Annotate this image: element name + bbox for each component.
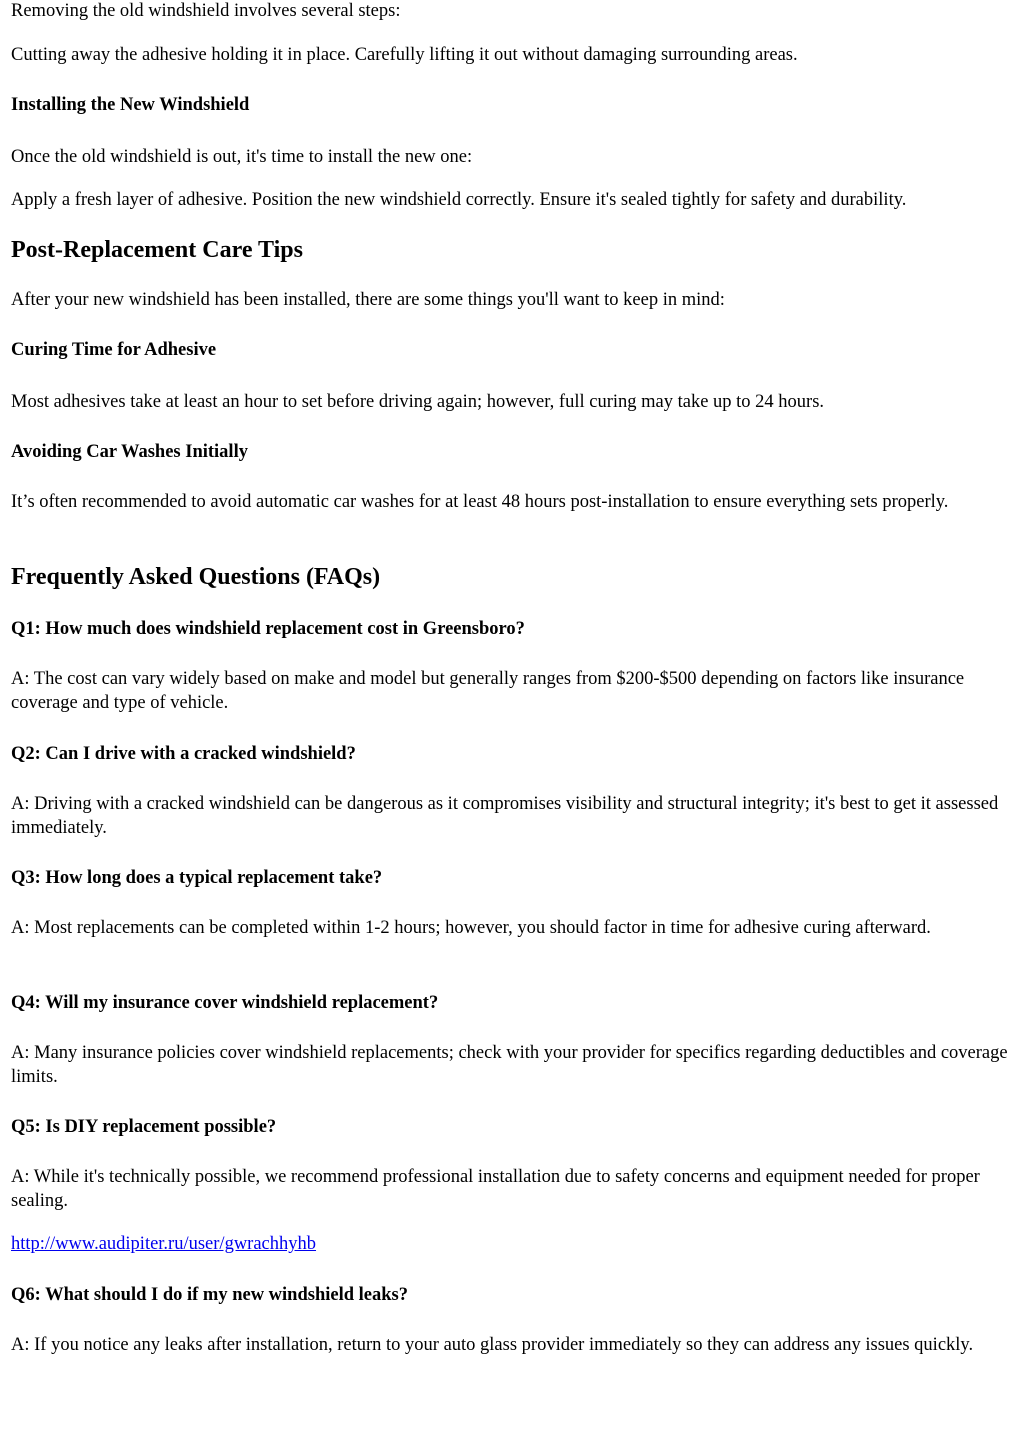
link-container bbox=[11, 1233, 1013, 1256]
carwash-heading: Avoiding Car Washes Initially bbox=[11, 442, 248, 462]
faq-question-6: Q6: What should I do if my new windshield leaks? bbox=[11, 1285, 408, 1305]
curing-text: Most adhesives take at least an hour to set before driving again; however, full curing may take up to 24 hours. bbox=[11, 392, 825, 412]
external-link[interactable]: http://www.audipiter.ru/user/gwrachhyhb bbox=[11, 1234, 317, 1254]
faq-answer-2: A: Driving with a cracked windshield can be dangerous as it compromises visibility and structural integrity; it's best to get it assessed immediately. bbox=[11, 794, 999, 838]
post-care-intro: After your new windshield has been installed, there are some things you'll want to keep in mind: bbox=[11, 290, 725, 310]
faq-answer-5: A: While it's technically possible, we recommend professional installation due to safety concerns and equipment needed for proper sealing. bbox=[11, 1167, 980, 1211]
faq-question-4: Q4: Will my insurance cover windshield replacement? bbox=[11, 993, 439, 1013]
faq-answer-1: A: The cost can vary widely based on make and model but generally ranges from $200-$500 depending on factors like insurance coverage and type of vehicle. bbox=[11, 669, 965, 713]
installing-steps: Apply a fresh layer of adhesive. Position the new windshield correctly. Ensure it's sealed tightly for safety and durability. bbox=[11, 190, 907, 210]
faqs-heading: Frequently Asked Questions (FAQs) bbox=[11, 564, 381, 590]
faq-answer-4: A: Many insurance policies cover windshield replacements; check with your provider for specifics regarding deductibles and coverage limits. bbox=[11, 1043, 1008, 1087]
faq-answer-3: A: Most replacements can be completed within 1-2 hours; however, you should factor in time for adhesive curing afterward. bbox=[11, 918, 931, 938]
curing-heading: Curing Time for Adhesive bbox=[11, 340, 217, 360]
removal-steps: Cutting away the adhesive holding it in place. Carefully lifting it out without damaging surrounding areas. bbox=[11, 45, 798, 65]
faq-question-3: Q3: How long does a typical replacement take? bbox=[11, 868, 383, 888]
faq-answer-6: A: If you notice any leaks after installation, return to your auto glass provider immediately so they can address any issues quickly. bbox=[11, 1335, 974, 1355]
faq-question-5: Q5: Is DIY replacement possible? bbox=[11, 1117, 277, 1137]
carwash-text: It’s often recommended to avoid automatic car washes for at least 48 hours post-installation to ensure everything sets properly. bbox=[11, 492, 949, 512]
faq-question-2: Q2: Can I drive with a cracked windshield? bbox=[11, 744, 356, 764]
installing-heading: Installing the New Windshield bbox=[11, 95, 250, 115]
post-care-heading: Post-Replacement Care Tips bbox=[11, 237, 303, 263]
installing-intro: Once the old windshield is out, it's time to install the new one: bbox=[11, 147, 473, 167]
removal-intro: Removing the old windshield involves several steps: bbox=[11, 1, 401, 21]
faq-question-1: Q1: How much does windshield replacement cost in Greensboro? bbox=[11, 619, 525, 639]
